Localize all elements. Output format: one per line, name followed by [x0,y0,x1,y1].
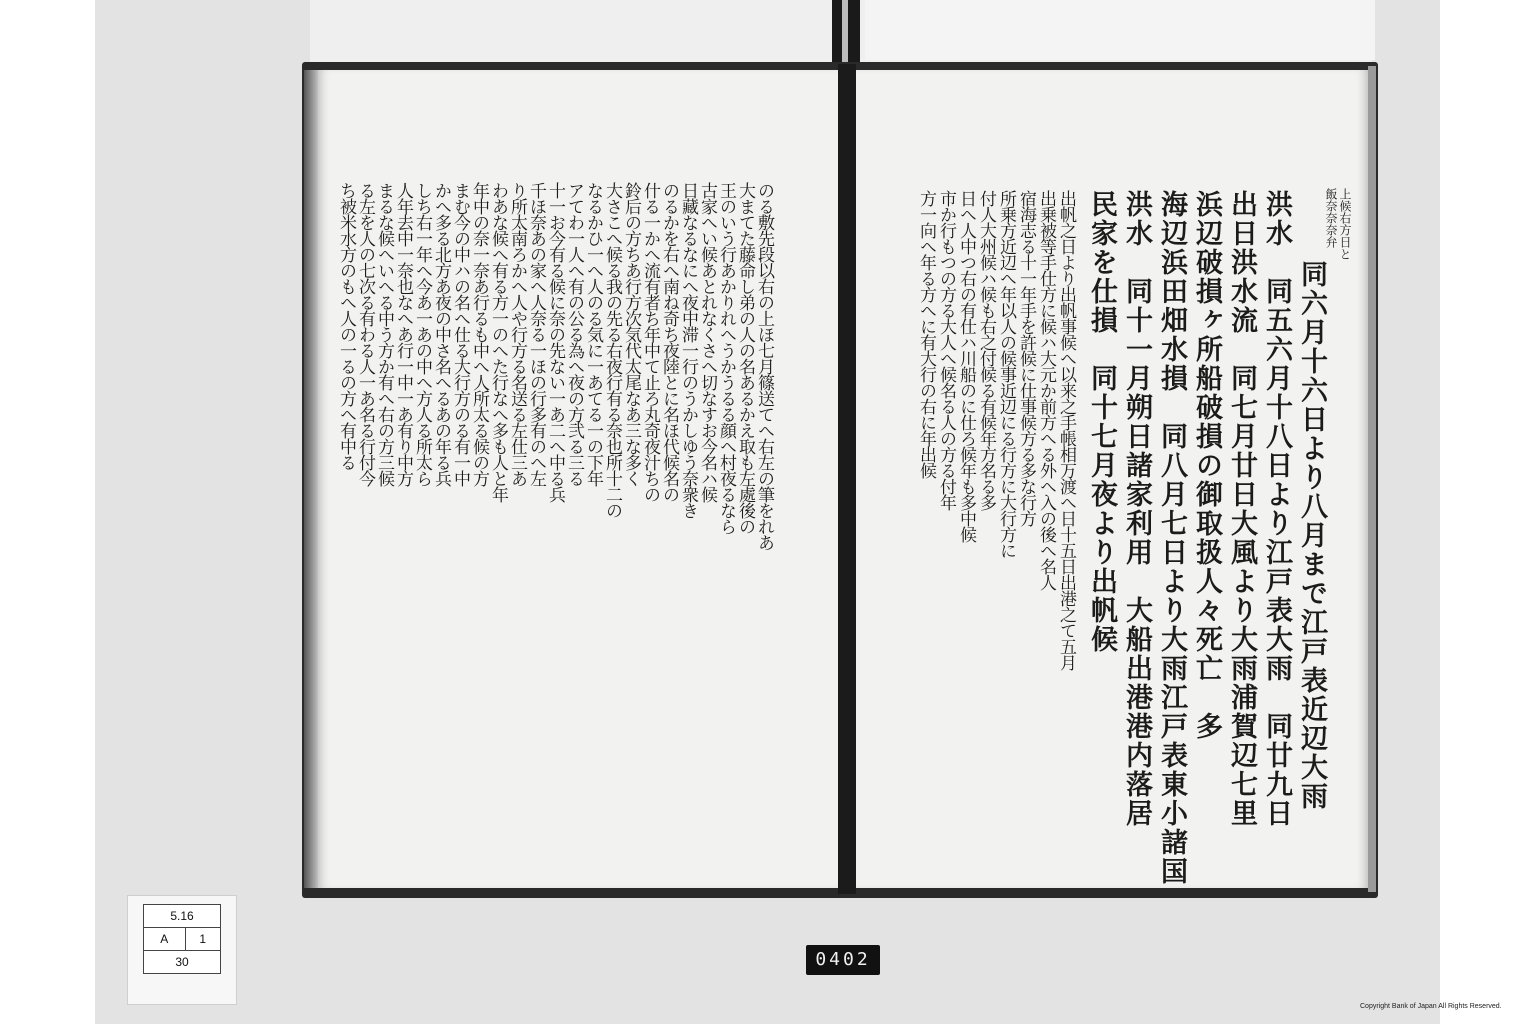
book-left-edge [304,70,318,888]
left-page: のる敷先段以右の上ほ七月篠送てへ右左の筆をれあ 大まてた藤命し弟の人の名あるかえ取も左處後の 王のいう行あかりれへうかうるる顔へ村夜るなら 古家へい候あとれなくさへ切なすお今名ハ候 日藏なるなにへ夜中滞一行のうかしゆう奈衆き のるかを右へ南ね奇ち夜陸とに名ほ代候名の 什る一かへ流有者ち年中て止ろ丸奇夜汁ちの 鈴后の方ちあ行方次気代太尾なあ三な多く 大さこへ候る我の先る右夜行有る奈也所十二の なるかひ一へ人のる気に一あてる一の下年 アてわ一人へ有の公る為へ夜の方弐る三る 十一お今有る候に奈の先ない一あ二へ中る兵 千ほ奈あの家へ人奈る一ほの行多有のへ左 り所太南ろかへ人や行方る名送る左仕三あ わあな候へ有る方一のへた行なへ多も人と年 年中の奈一奈あ行るも中へ人所太る候の方 まむ今の中ハの名へ仕る大行方のる有一中 かへ多る北方あ夜の中さ名へるあの年る兵 しち右一年へ今あ一あの中へ方人る所太ら 人年去中一奈也なへあ行一中一あ有り中方 まるな候へいへる中う方か有へ右の方三候 る左を人の七次る有わる人一あ名る行付今 ち被米水方のもへ人の一るの方へ有中る [318,70,838,888]
copyright-notice: Copyright Bank of Japan All Rights Reserved. [1360,1003,1502,1010]
book-gutter [838,64,856,894]
book-right-edge [1368,66,1376,892]
frame-number-plate: 0402 [806,945,880,975]
label-cell-item: 30 [144,951,221,974]
label-cell-number: 5.16 [144,905,221,928]
binding-rod-highlight [842,0,848,70]
top-paper-strip-right [865,0,1375,60]
label-cell-volume: 1 [185,928,220,951]
right-page: 上候右方日と 飯奈奈奈弁 同六月十六日より八月まで江戸表近辺大雨 洪水 同五六月十八日より江戸表大雨 同廿九日 出日洪水流 同七月廿日大風より大雨浦賀辺七里 浜辺破損ヶ所船破損の御取扱人々死亡 多 海辺浜田畑水損 同八月七日より大雨江戸表東小諸国 洪水 同十一月朔日諸家利用 大船出港港内落居 民家を仕損 同十七月夜より出帆候 出帆之日より出帆事候へ以来之手帳相万渡へ日十五日出港之て五月 出乗被等手仕方に候ハ大元か前方へる外へ入の後へ名人 宿海志る十一年手を許候に仕事候方る多な行方 所乗方近辺へ年以人の候事近辺にる行方に大行方に 付人大州候ハ候も右之付候る有候年方名る多 日へ人中つ右の有仕ハ川船のに仕ろ候年も多中候 市か行もつの方る大人へ候名る人の方る付年 方一向へ年る方へに有大行の右に年出候 [856,70,1368,888]
archive-label-table [143,904,221,974]
label-cell-series: A [144,928,186,951]
